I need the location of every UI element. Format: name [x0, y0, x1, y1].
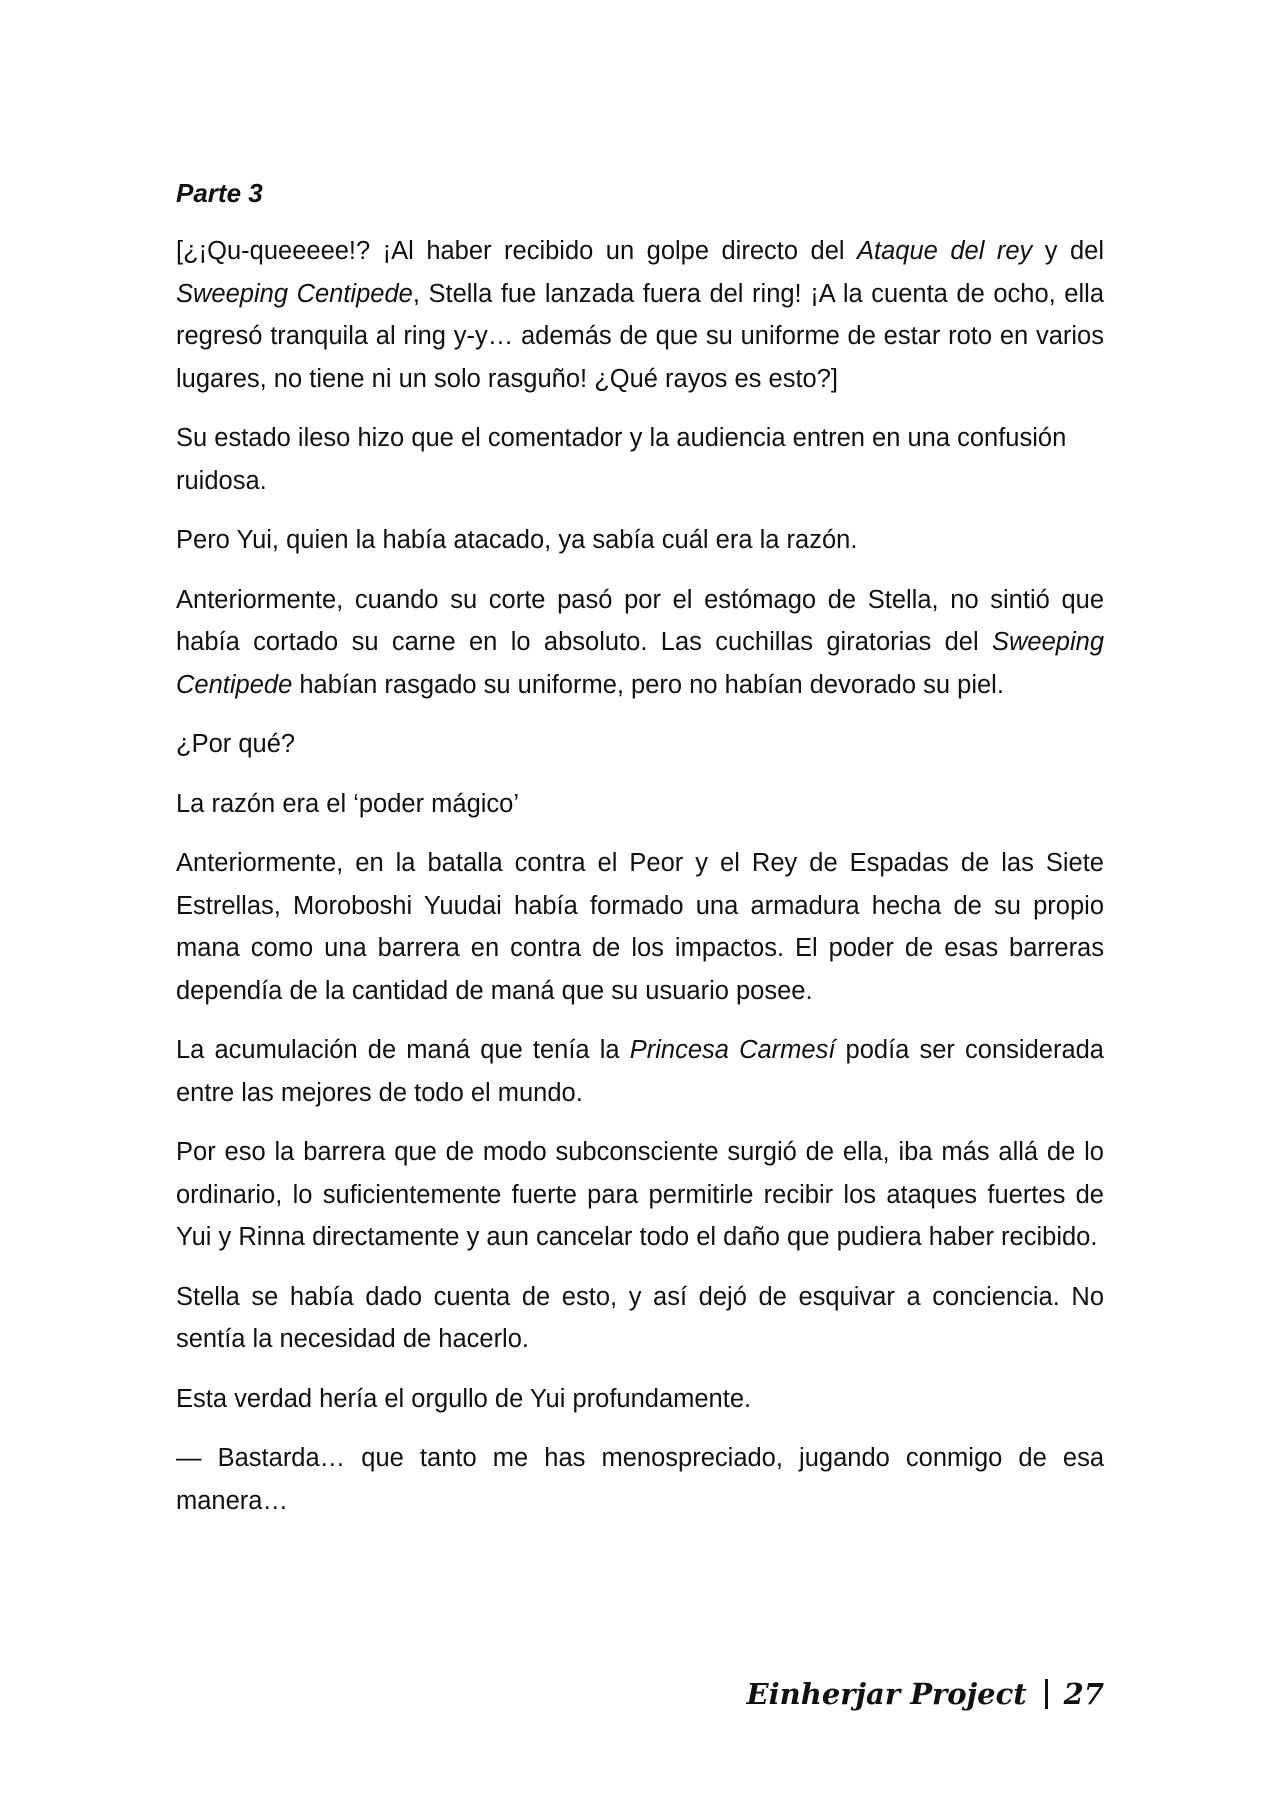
text-segment: Esta verdad hería el orgullo de Yui profundamente. — [176, 1384, 752, 1413]
paragraph — [176, 1131, 1104, 1259]
text-segment: [¿¡Qu-queeeee!? ¡Al haber recibido un golpe directo del — [176, 237, 858, 265]
text-segment: Anteriormente, en la batalla contra el Peor y el Rey de Espadas de las Siete Estrellas, Moroboshi Yuudai había formado una armadura hecha de su propio mana como una barrera en contra de los impactos. El poder de esas barreras dependía de la cantidad de maná que su usuario posee. — [176, 849, 1104, 1005]
paragraph — [176, 579, 1104, 707]
text-segment: , Stella fue lanzada fuera del ring! ¡A la cuenta de ocho, ella regresó tranquila al ring y-y… además de que su uniforme de estar roto en varios lugares, no tiene ni un solo rasguño! ¿Qué rayos es esto?] — [176, 279, 1104, 393]
italic-term: Princesa Carmesí — [629, 1036, 836, 1064]
paragraph — [176, 230, 1104, 400]
paragraph — [176, 1378, 1104, 1421]
body-text — [176, 230, 1104, 1522]
text-segment: Stella se había dado cuenta de esto, y así dejó de esquivar a conciencia. No sentía la necesidad de hacerlo. — [176, 1282, 1104, 1353]
footer-separator — [1045, 1679, 1048, 1709]
page-content — [176, 172, 1104, 1539]
text-segment: Por eso la barrera que de modo subconsciente surgió de ella, iba más allá de lo ordinario, lo suficientemente fuerte para permitirle recibir los ataques fuertes de Yui y Rinna directamente y aun cancelar todo el daño que pudiera haber recibido. — [176, 1138, 1104, 1251]
text-segment: — Bastarda… que tanto me has menospreciado, jugando conmigo de esa manera… — [176, 1444, 1104, 1515]
text-segment: Pero Yui, quien la había atacado, ya sabía cuál era la razón. — [176, 526, 858, 554]
project-name: Einherjar Project — [746, 1677, 1027, 1711]
text-segment: La razón era el ‘poder mágico’ — [176, 789, 520, 818]
paragraph — [176, 1276, 1104, 1361]
paragraph — [176, 417, 1104, 502]
section-heading: Parte 3 — [176, 178, 263, 208]
text-segment: habían rasgado su uniforme, pero no habían devorado su piel. — [292, 670, 1004, 699]
paragraph — [176, 723, 1104, 766]
italic-term: Sweeping Centipede — [176, 279, 413, 308]
text-segment: podía ser considerada entre las mejores de todo el mundo. — [176, 1036, 1104, 1107]
text-segment: ¿Por qué? — [176, 730, 296, 758]
italic-term: Ataque del rey — [857, 237, 1033, 265]
paragraph — [176, 1437, 1104, 1522]
paragraph — [176, 519, 1104, 562]
italic-term: Sweeping Centipede — [176, 628, 1104, 699]
paragraph — [176, 1029, 1104, 1114]
text-segment: Anteriormente, cuando su corte pasó por el estómago de Stella, no sintió que había cortado su carne en lo absoluto. Las cuchillas giratorias del — [176, 585, 1104, 656]
text-segment: Su estado ileso hizo que el comentador y la audiencia entren en una confusión ruidosa. — [176, 424, 1067, 495]
text-segment: La acumulación de maná que tenía la — [176, 1036, 630, 1064]
text-segment: y del — [1032, 237, 1104, 265]
page-number: 27 — [1063, 1677, 1104, 1711]
paragraph — [176, 783, 1104, 826]
page-footer — [747, 1672, 1104, 1716]
paragraph — [176, 842, 1104, 1012]
